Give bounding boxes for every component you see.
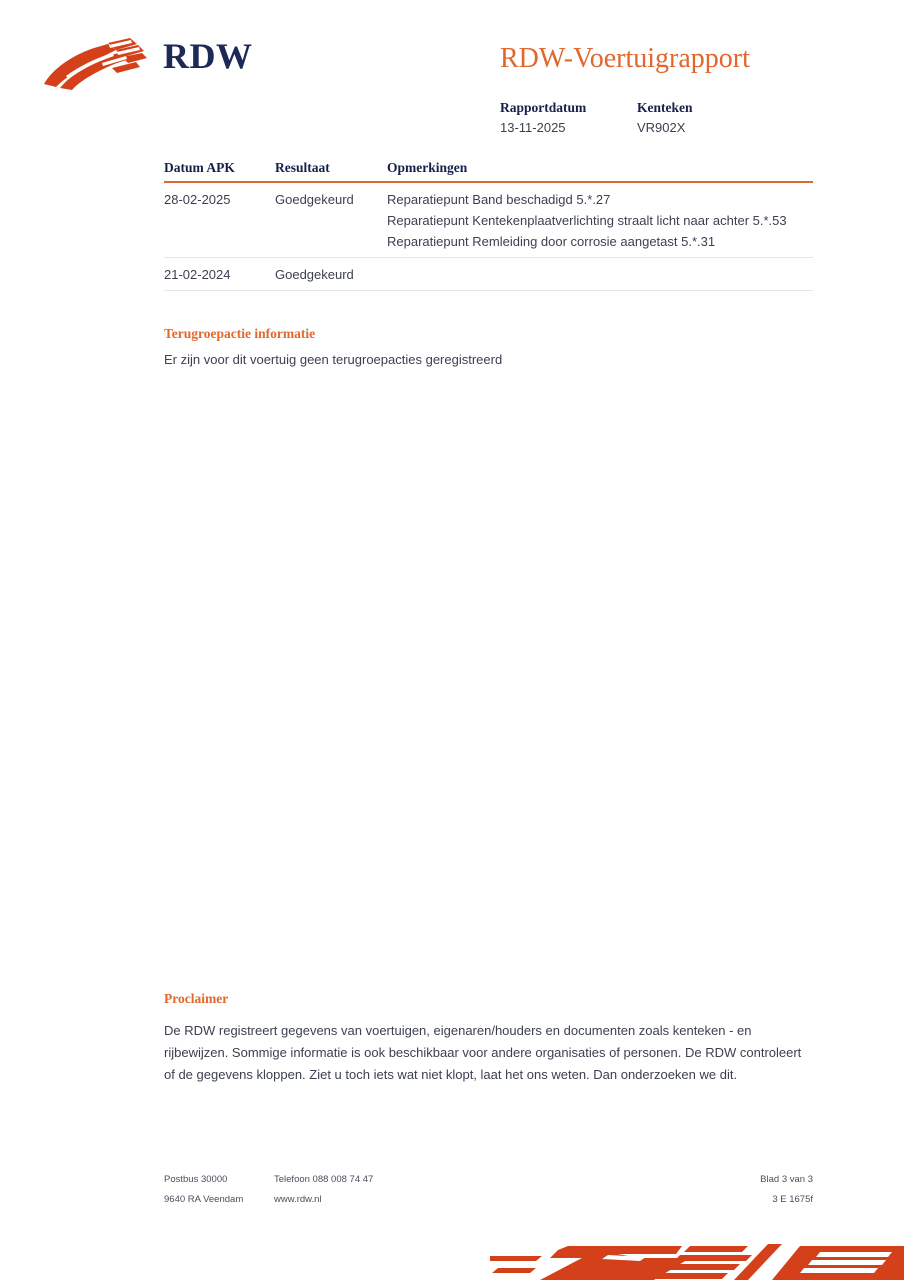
remark-item: Reparatiepunt Remleiding door corrosie aangetast 5.*.31: [387, 234, 716, 250]
proclaimer-section: [164, 990, 813, 1087]
rdw-wordmark: RDW: [163, 36, 253, 76]
cell-result: Goedgekeurd: [275, 267, 354, 283]
recall-information-section: [164, 325, 813, 370]
report-date-label: Rapportdatum: [500, 100, 587, 115]
footer-phone: Telefoon 088 008 74 47: [274, 1174, 374, 1185]
recall-section-body: Er zijn voor dit voertuig geen terugroepacties geregistreerd: [164, 351, 503, 367]
footer-postbus: Postbus 30000: [164, 1174, 228, 1185]
footer-website[interactable]: www.rdw.nl: [274, 1193, 322, 1205]
license-plate-value: VR902X: [637, 120, 686, 136]
column-header-apk-date: Datum APK: [164, 160, 235, 175]
footer-form-code: 3 E 1675f: [772, 1193, 813, 1205]
table-row: [164, 258, 813, 291]
cell-result: Goedgekeurd: [275, 192, 354, 208]
footer-row: [164, 1170, 813, 1190]
remark-item: Reparatiepunt Band beschadigd 5.*.27: [387, 192, 611, 208]
report-meta: [500, 98, 830, 138]
page-title: RDW-Voertuigrapport: [500, 43, 750, 74]
proclaimer-section-title: Proclaimer: [164, 991, 229, 1006]
proclaimer-section-body: De RDW registreert gegevens van voertuigen, eigenaren/houders en documenten zoals kenteken - en rijbewijzen. Sommige informatie is ook beschikbaar voor andere organisaties of personen. De RDW controleert of de gegevens kloppen. Ziet u toch iets wat niet klopt, laat het ons weten. Dan onderzoeken we dit.: [164, 1022, 802, 1083]
footer-page-number: Blad 3 van 3: [760, 1174, 813, 1185]
table-row: [164, 183, 813, 258]
document-footer: [164, 1170, 813, 1210]
column-header-result: Resultaat: [275, 160, 330, 175]
rdw-speed-stripes-graphic: [490, 1228, 904, 1280]
remark-item: Reparatiepunt Kentekenplaatverlichting straalt licht naar achter 5.*.53: [387, 213, 787, 229]
apk-inspection-table: [164, 160, 813, 291]
table-header-row: [164, 160, 813, 183]
report-meta-labels: [500, 98, 830, 118]
rdw-feather-arrow-logo: [42, 36, 160, 92]
report-date-value: 13-11-2025: [500, 120, 566, 136]
license-plate-label: Kenteken: [637, 100, 693, 115]
footer-row: [164, 1190, 813, 1210]
column-header-remarks: Opmerkingen: [387, 160, 468, 175]
cell-remarks: [387, 264, 813, 285]
cell-apk-date: 21-02-2024: [164, 267, 231, 283]
recall-section-title: Terugroepactie informatie: [164, 326, 316, 341]
cell-apk-date: 28-02-2025: [164, 192, 231, 208]
report-meta-values: [500, 118, 830, 138]
cell-remarks: [387, 189, 813, 252]
document-header: [0, 0, 904, 150]
footer-city: 9640 RA Veendam: [164, 1193, 244, 1205]
